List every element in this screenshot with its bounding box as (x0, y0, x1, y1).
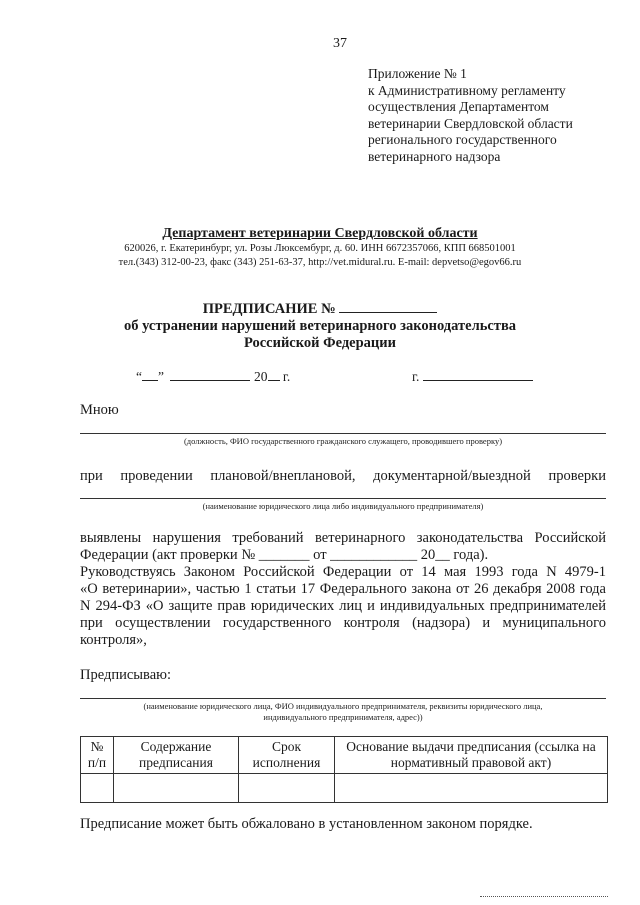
department-name: Департамент ветеринарии Свердловской области (162, 226, 478, 241)
table-row (81, 774, 608, 803)
prescribe-caption (80, 701, 606, 723)
page-number: 37 (333, 36, 347, 51)
findings-line: выявлены нарушения требований ветеринарного законодательства Российской (80, 530, 606, 546)
quote-open: “ (136, 369, 142, 384)
findings-line: N 294-ФЗ «О защите прав юридических лиц и индивидуальных предпринимателей (80, 598, 606, 614)
table-cell (81, 774, 114, 803)
findings-paragraph (80, 530, 606, 649)
by-me-label: Мною (80, 402, 119, 418)
appendix-block (368, 66, 618, 165)
month-blank (170, 368, 250, 381)
prescribe-rule (80, 698, 606, 699)
order-subtitle-1: об устранении нарушений ветеринарного законодательства (123, 318, 517, 334)
findings-line: Федерации (акт проверки № _______ от ____________ 20__ года). (80, 547, 489, 563)
inspection-word: при (80, 468, 103, 484)
inspection-word: проведении (120, 468, 193, 484)
year-field (254, 368, 290, 385)
order-subtitle-2: Российской Федерации (243, 335, 396, 351)
inspection-word: проверки (548, 468, 606, 484)
table-header-row (81, 737, 608, 774)
appendix-line: регионального государственного (368, 132, 557, 147)
by-me-rule (80, 433, 606, 434)
prescription-table (80, 736, 608, 803)
order-title-row (60, 300, 580, 318)
col-header-number: № п/п (81, 737, 114, 774)
prescribe-caption-line: индивидуального предпринимателя, адрес)) (263, 712, 423, 722)
table-cell (335, 774, 608, 803)
inspection-word: документарной/выездной (373, 468, 531, 484)
col-header-basis: Основание выдачи предписания (ссылка на нормативный правовой акт) (335, 737, 608, 774)
inspection-word: плановой/внеплановой, (210, 468, 356, 484)
footer-rule (480, 896, 608, 897)
table-cell (114, 774, 239, 803)
appeal-note: Предписание может быть обжаловано в установленном законом порядке. (80, 816, 533, 832)
appendix-line: осуществления Департаментом (368, 99, 549, 114)
year-suffix: г. (282, 369, 291, 384)
city-blank (423, 368, 533, 381)
findings-line: при осуществлении государственного контроля (надзора) и муниципального (80, 615, 606, 631)
by-me-caption: (должность, ФИО государственного гражданского служащего, проводившего проверку) (183, 436, 503, 446)
order-number-blank (339, 300, 437, 313)
department-address: 620026, г. Екатеринбург, ул. Розы Люксембург, д. 60. ИНН 6672357066, КПП 668501001 (124, 243, 516, 254)
inspection-rule (80, 498, 606, 499)
day-field (136, 368, 164, 385)
order-heading (60, 300, 580, 352)
order-title: ПРЕДПИСАНИЕ № (202, 301, 336, 317)
appendix-line: Приложение № 1 (368, 66, 467, 81)
table-cell (239, 774, 335, 803)
appendix-line: ветеринарии Свердловской области (368, 115, 573, 131)
findings-line: Руководствуясь Законом Российской Федерации от 14 мая 1993 года N 4979-1 (80, 564, 606, 580)
quote-close: ” (158, 369, 164, 384)
inspection-line (80, 468, 606, 485)
col-header-content: Содержание предписания (114, 737, 239, 774)
appendix-line: ветеринарного надзора (368, 148, 501, 164)
prescribe-caption-line: (наименование юридического лица, ФИО индивидуального предпринимателя, реквизиты юридического лица, (143, 701, 543, 711)
day-blank (142, 368, 158, 381)
findings-line: «О ветеринарии», частью 1 статьи 17 Федерального закона от 26 декабря 2008 года (80, 581, 606, 597)
city-field (412, 368, 533, 385)
year-blank (268, 368, 280, 381)
col-header-deadline: Срок исполнения (239, 737, 335, 774)
department-contacts: тел.(343) 312-00-23, факс (343) 251-63-37, http://vet.midural.ru. E-mail: depvetso@egov66.ru (118, 257, 522, 268)
year-prefix: 20 (254, 369, 268, 384)
appendix-line: к Административному регламенту (368, 82, 566, 98)
findings-line: контроля», (80, 632, 147, 648)
prescribe-label: Предписываю: (80, 667, 171, 683)
department-header (60, 226, 580, 270)
city-prefix: г. (412, 369, 420, 384)
inspection-caption: (наименование юридического лица либо индивидуального предпринимателя) (202, 501, 484, 511)
